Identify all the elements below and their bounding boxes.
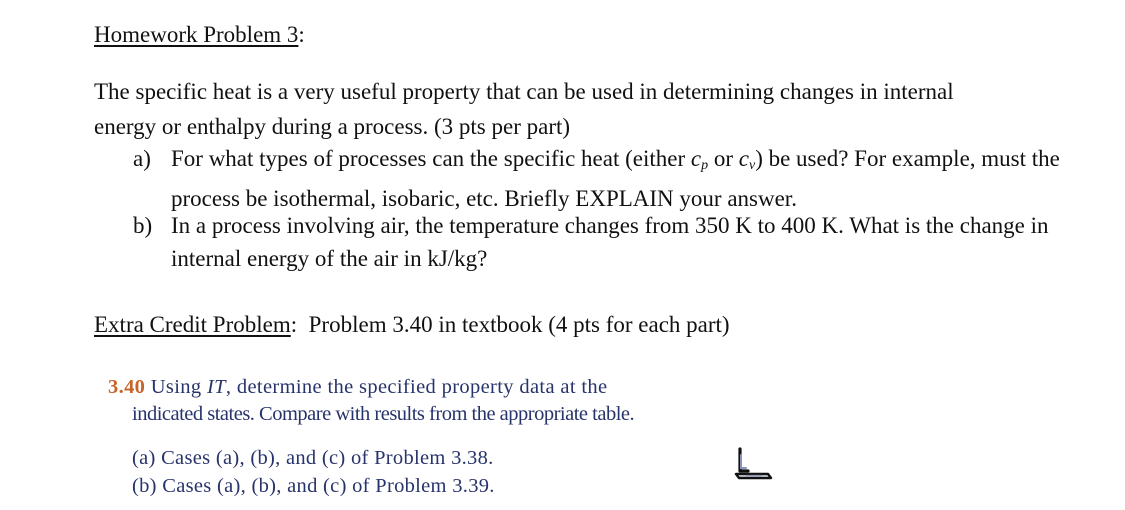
intro-line-1: The specific heat is a very useful property that can be used in determining changes in internal (94, 79, 954, 104)
cp-base: c (690, 146, 702, 171)
extra-credit-line (94, 312, 730, 338)
textbook-subparts (108, 444, 748, 500)
homework-title-text: Homework Problem 3 (94, 22, 299, 47)
textbook-subpart-b: (b) Cases (a), (b), and (c) of Problem 3.39. (132, 475, 495, 497)
textbook-excerpt (108, 374, 748, 500)
homework-title-colon: : (298, 22, 305, 47)
part-a-marker: a) (133, 146, 151, 171)
textbook-it-term: IT (206, 376, 226, 398)
part-a-text-start: For what types of processes can the specific heat (either (171, 146, 691, 171)
cp-subscript: p (701, 158, 709, 173)
extra-credit-label: Extra Credit Problem (94, 312, 291, 337)
extra-credit-colon: : (290, 312, 298, 337)
part-a-text-or: or (708, 146, 739, 171)
part-b-marker: b) (133, 213, 153, 238)
part-a-text (171, 142, 1081, 215)
cv-subscript: v (748, 158, 756, 173)
problem-intro (94, 74, 1084, 144)
intro-line-2: energy or enthalpy during a process. (3 pts per part) (94, 114, 571, 139)
cv-base: c (738, 146, 749, 171)
textbook-subpart-a: (a) Cases (a), (b), and (c) of Problem 3.38. (132, 447, 494, 469)
cv-symbol (739, 146, 755, 171)
textbook-line-1-end: , determine the specified property data at the (225, 376, 608, 398)
cp-symbol (691, 146, 708, 171)
part-a-text-end: ) be used? For example, must the process be isothermal, isobaric, etc. Briefly EXPLAIN your answer. (171, 146, 1060, 211)
textbook-problem-number: 3.40 (108, 376, 146, 398)
textbook-line-1-start: Using (145, 376, 207, 398)
extra-credit-text: Problem 3.40 in textbook (4 pts for each part) (297, 312, 730, 337)
homework-title (94, 22, 305, 48)
textbook-line-1 (108, 374, 748, 401)
part-b-text: In a process involving air, the temperature changes from 350 K to 400 K. What is the change in internal energy of the air in kJ/kg? (171, 213, 1049, 271)
laptop-icon (732, 445, 774, 481)
textbook-line-2: indicated states. Compare with results from the appropriate table. (132, 403, 635, 425)
